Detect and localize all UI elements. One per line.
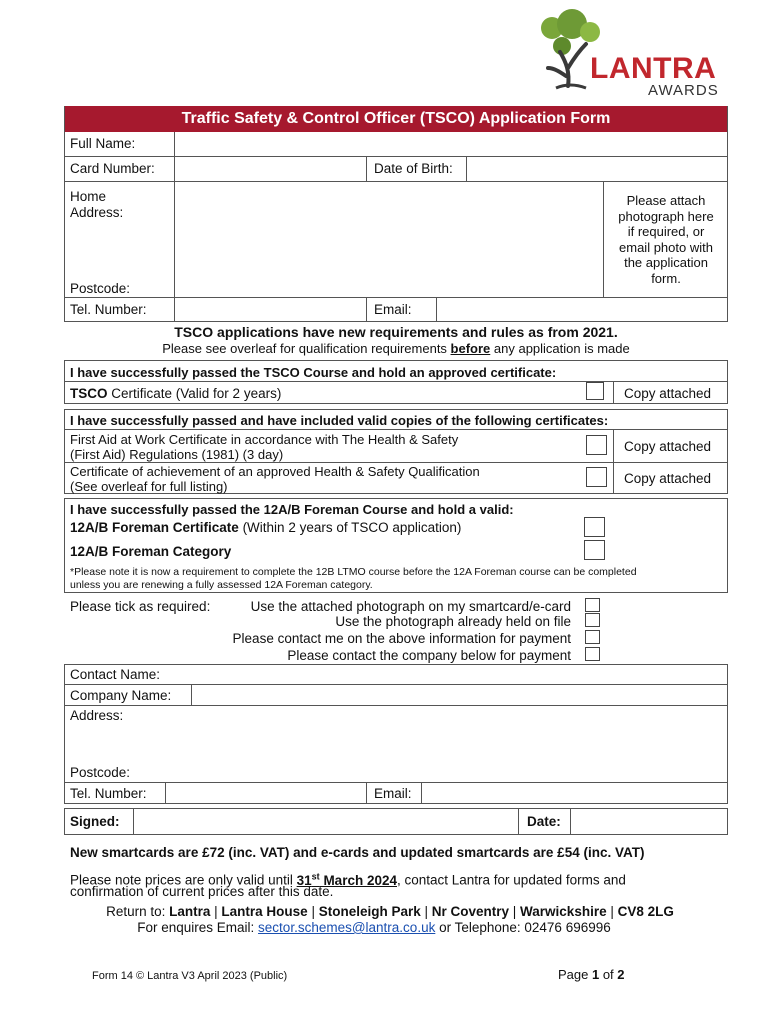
foreman-note: *Please note it is now a requirement to complete the 12B LTMO course before the 12A Foreman course can be completed unless you are renewing a fully assessed 12A Foreman category. <box>70 566 637 591</box>
foreman-certificate-label: 12A/B Foreman Certificate (Within 2 years of TSCO application) <box>70 520 462 535</box>
photo-note-line: form. <box>651 270 681 286</box>
copy-attached-label: Copy attached <box>624 386 712 401</box>
requirements-heading: TSCO applications have new requirements and rules as from 2021. <box>174 324 618 340</box>
company-postcode-label: Postcode: <box>70 765 131 780</box>
tick-option-checkbox[interactable] <box>585 613 600 627</box>
section3-heading: I have successfully passed the 12A/B Foreman Course and hold a valid: <box>70 502 514 517</box>
contact-name-field[interactable] <box>170 665 727 683</box>
tick-prefix: Please tick as required: <box>70 599 211 614</box>
company-email-field[interactable] <box>423 784 727 803</box>
section1-heading: I have successfully passed the TSCO Course and hold an approved certificate: <box>70 365 557 380</box>
photo-note-line: photograph here <box>618 208 714 224</box>
logo-name: LANTRA <box>590 52 717 85</box>
photo-note-line: if required, or <box>627 224 705 239</box>
foreman-category-checkbox[interactable] <box>584 540 605 560</box>
company-name-field[interactable] <box>193 686 727 704</box>
email-label: Email: <box>374 302 412 317</box>
card-number-label: Card Number: <box>70 161 155 176</box>
form-reference: Form 14 © Lantra V3 April 2023 (Public) <box>92 970 288 982</box>
photo-note-line: Please attach <box>626 193 706 208</box>
requirements-subtext: Please see overleaf for qualification requirements before any application is made <box>162 341 630 356</box>
lantra-logo <box>530 6 730 98</box>
enquiries: For enquires Email: sector.schemes@lantra.co.uk or Telephone: 02476 696996 <box>137 920 611 935</box>
full-name-label: Full Name: <box>70 136 136 151</box>
foreman-certificate-checkbox[interactable] <box>584 517 605 537</box>
signed-label: Signed: <box>70 814 120 829</box>
postcode-label: Postcode: <box>70 281 131 296</box>
page-number: Page 1 of 2 <box>558 967 625 982</box>
tick-option-label: Use the photograph already held on file <box>335 614 571 629</box>
company-address-field[interactable] <box>140 706 727 781</box>
tick-option-label: Please contact me on the above information for payment <box>232 631 571 646</box>
section2-heading: I have successfully passed and have included valid copies of the following certificates: <box>70 413 609 428</box>
health-safety-label: Certificate of achievement of an approved Health & Safety Qualification (See overleaf for full listing) <box>70 464 480 494</box>
enquiries-email-link[interactable]: sector.schemes@lantra.co.uk <box>258 920 436 935</box>
tsco-copy-checkbox[interactable] <box>586 382 604 400</box>
company-tel-label: Tel. Number: <box>70 786 147 801</box>
return-address: Return to: Lantra | Lantra House | Stoneleigh Park | Nr Coventry | Warwickshire | CV8 2LG <box>106 904 674 919</box>
copy-attached-label: Copy attached <box>624 439 712 454</box>
date-field[interactable] <box>572 809 727 834</box>
tick-option-checkbox[interactable] <box>585 598 600 612</box>
tick-option-label: Please contact the company below for payment <box>287 648 571 663</box>
dob-label: Date of Birth: <box>374 161 453 176</box>
company-address-label: Address: <box>70 708 124 723</box>
pricing-note: Please note prices are only valid until 31st March 2024, contact Lantra for updated forms and <box>70 871 626 888</box>
date-label: Date: <box>527 814 561 829</box>
home-address-field[interactable] <box>176 183 602 296</box>
card-number-field[interactable] <box>176 158 365 180</box>
signature-field[interactable] <box>135 809 517 834</box>
home-address-label-2: Address: <box>70 205 124 220</box>
logo-subtitle: AWARDS <box>648 82 719 99</box>
dob-field[interactable] <box>468 158 727 180</box>
pricing-note-line2: confirmation of current prices after this date. <box>70 884 334 899</box>
first-aid-label: First Aid at Work Certificate in accordance with The Health & Safety (First Aid) Regulations (1981) (3 day) <box>70 432 459 462</box>
copy-attached-label: Copy attached <box>624 471 712 486</box>
pricing-headline: New smartcards are £72 (inc. VAT) and e-cards and updated smartcards are £54 (inc. VAT) <box>70 845 645 860</box>
photo-area[interactable] <box>604 193 728 286</box>
form-title: Traffic Safety & Control Officer (TSCO) Application Form <box>64 106 728 132</box>
company-name-label: Company Name: <box>70 688 172 703</box>
tel-label: Tel. Number: <box>70 302 147 317</box>
contact-name-label: Contact Name: <box>70 667 161 682</box>
tick-option-checkbox[interactable] <box>585 647 600 661</box>
tsco-certificate-label: TSCO Certificate (Valid for 2 years) <box>70 386 282 401</box>
email-field[interactable] <box>438 299 727 321</box>
company-email-label: Email: <box>374 786 412 801</box>
tick-option-label: Use the attached photograph on my smartcard/e-card <box>250 599 571 614</box>
foreman-category-label: 12A/B Foreman Category <box>70 544 232 559</box>
home-address-label-1: Home <box>70 189 107 204</box>
photo-note-line: the application <box>624 255 708 270</box>
company-tel-field[interactable] <box>167 784 365 803</box>
first-aid-copy-checkbox[interactable] <box>586 435 607 455</box>
full-name-field[interactable] <box>176 133 727 155</box>
tick-option-checkbox[interactable] <box>585 630 600 644</box>
tel-field[interactable] <box>176 299 365 321</box>
photo-note-line: email photo with <box>619 239 713 255</box>
health-safety-copy-checkbox[interactable] <box>586 467 607 487</box>
